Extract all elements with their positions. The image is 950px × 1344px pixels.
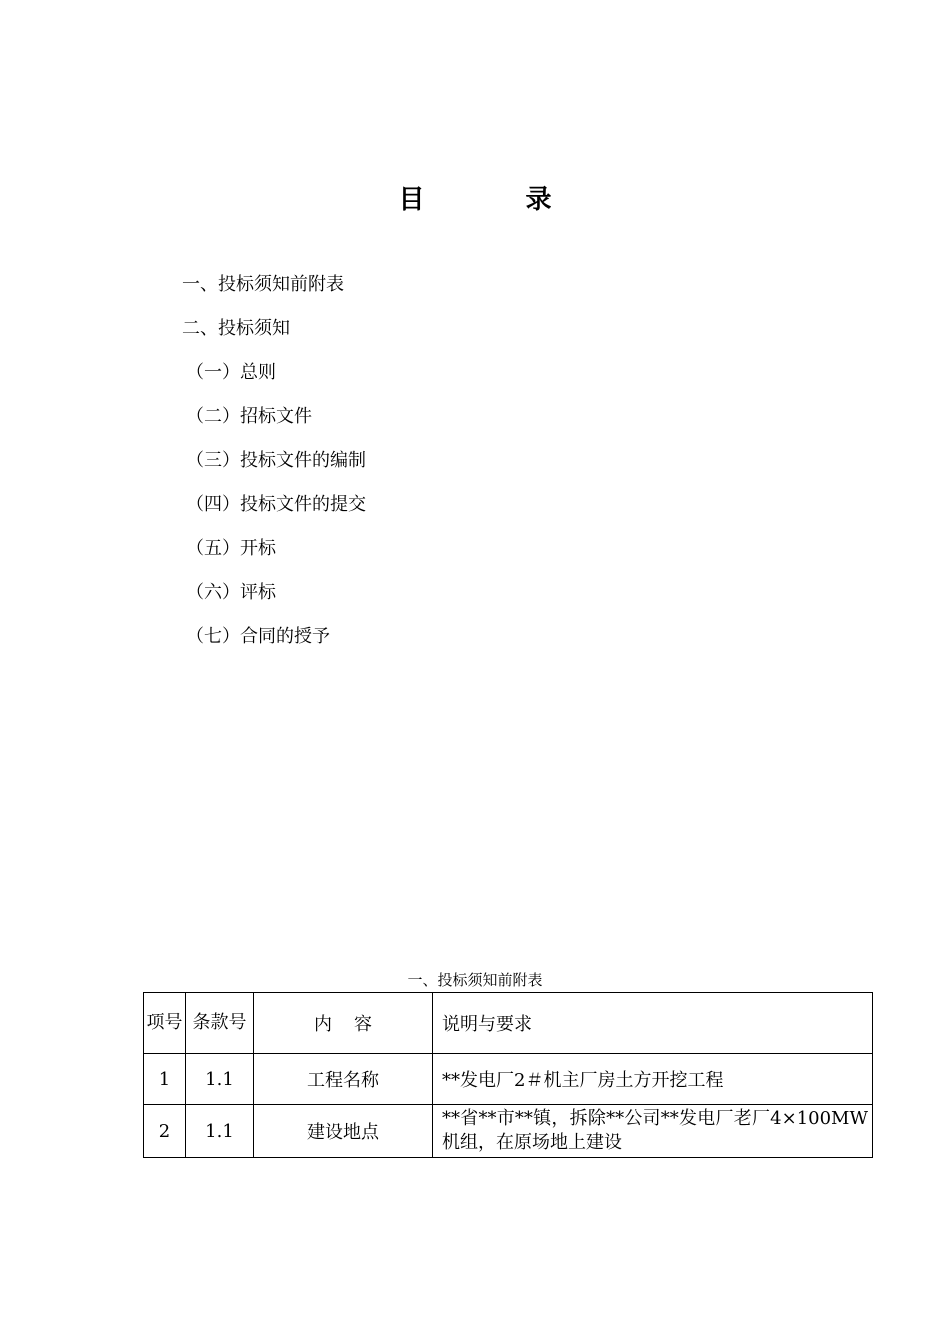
toc-item[interactable]: 二、投标须知 <box>182 318 290 339</box>
table-header-row <box>144 993 873 1054</box>
header-description: 说明与要求 <box>433 993 873 1054</box>
header-content: 内容 <box>254 993 433 1054</box>
table-caption: 一、投标须知前附表 <box>407 971 543 989</box>
toc-item[interactable]: （一）总则 <box>186 362 276 383</box>
cell-description: **发电厂2＃机主厂房土方开挖工程 <box>433 1054 873 1105</box>
cell-content: 工程名称 <box>254 1054 433 1105</box>
cell-item-no: 1 <box>144 1054 186 1105</box>
table-row <box>144 1054 873 1105</box>
toc-item[interactable]: （三）投标文件的编制 <box>186 450 366 471</box>
cell-clause-no: 1.1 <box>186 1054 254 1105</box>
table-row <box>144 1105 873 1158</box>
cell-description: **省**市**镇，拆除**公司**发电厂老厂4×100MW机组，在原场地上建设 <box>433 1105 873 1158</box>
toc-item[interactable]: （六）评标 <box>186 582 276 603</box>
toc-item[interactable]: （四）投标文件的提交 <box>186 494 366 515</box>
toc-item[interactable]: （五）开标 <box>186 538 276 559</box>
page-title: 目 录 <box>398 185 598 215</box>
toc-item[interactable]: 一、投标须知前附表 <box>182 274 344 295</box>
header-clause-no: 条款号 <box>186 993 254 1054</box>
toc-item[interactable]: （二）招标文件 <box>186 406 312 427</box>
cell-clause-no: 1.1 <box>186 1105 254 1158</box>
cell-item-no: 2 <box>144 1105 186 1158</box>
table-of-contents <box>182 270 366 666</box>
toc-item[interactable]: （七）合同的授予 <box>186 626 330 647</box>
cell-content: 建设地点 <box>254 1105 433 1158</box>
bidding-appendix-table <box>143 992 873 1158</box>
header-item-no: 项号 <box>144 993 186 1054</box>
